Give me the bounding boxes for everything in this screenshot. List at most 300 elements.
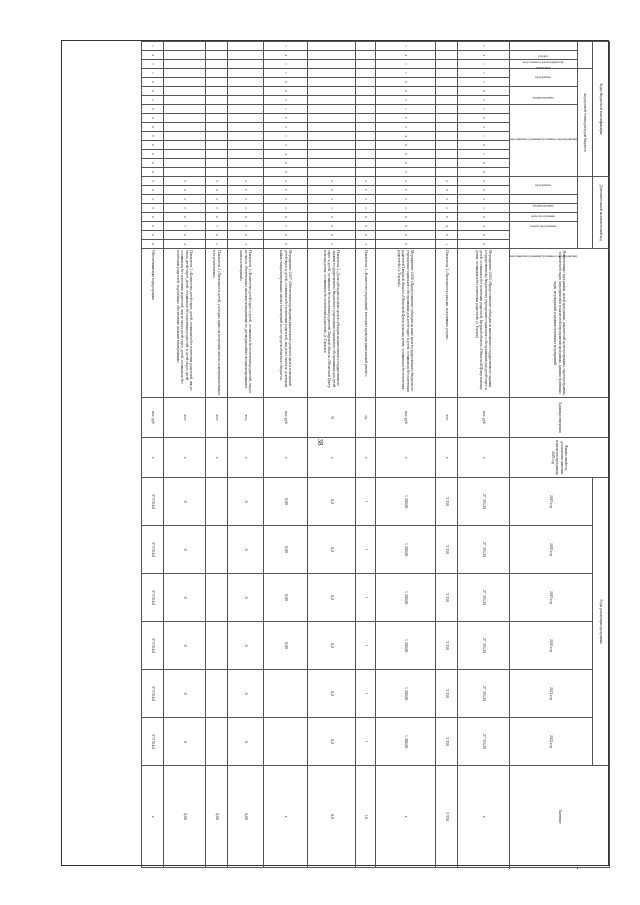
vertical-subheader-label: программа — [535, 182, 551, 187]
year-value: 0 — [164, 526, 206, 574]
code-digit — [164, 105, 206, 114]
name-header: Наименование программы, целей программы, показателей цели программы, задач программы, показателей задач, мероприятий и показателей мероприятий программы, административных задач, мероприятий и административных мероприятий — [510, 249, 610, 398]
code-digit: 0 — [264, 114, 308, 123]
add-code-digit: 2 — [206, 240, 228, 249]
add-code-digit: 2 — [376, 204, 436, 213]
vertical-subheader-label: задача программы — [529, 224, 557, 229]
table-row — [356, 42, 376, 868]
add-code-digit: 0 — [142, 222, 164, 231]
code-digit: 4 — [458, 51, 510, 60]
add-code-digit: 5 — [356, 195, 376, 204]
code-digit: 1 — [458, 78, 510, 87]
year-value: 0,00 — [264, 622, 308, 670]
year-value: 5 550 — [436, 478, 458, 526]
add-code-digit: 0 — [164, 231, 206, 240]
year-value: 1 — [356, 478, 376, 526]
add-code-digit: 0 — [142, 240, 164, 249]
code-digit — [308, 69, 356, 78]
code-digit: 1 — [142, 42, 164, 51]
add-code-digit: 0 — [356, 213, 376, 222]
code-digit — [308, 132, 356, 141]
year-value: 0 — [228, 670, 264, 718]
add-code-digit: 2 — [436, 204, 458, 213]
row-unit: чел. — [164, 398, 206, 438]
code-digit — [436, 60, 458, 69]
table-row — [164, 42, 206, 868]
add-code-digit: 0 — [436, 231, 458, 240]
code-digit — [356, 69, 376, 78]
budget-sub-spacer — [578, 42, 593, 69]
year-value: 373 914,8 — [142, 526, 164, 574]
row-final-year: х — [308, 438, 356, 478]
add-code-digit: 5 — [142, 195, 164, 204]
vertical-subheader — [510, 195, 578, 208]
code-digit — [206, 96, 228, 105]
add-code-digit: 5 — [164, 195, 206, 204]
add-code-digit: 0 — [376, 186, 436, 195]
add-code-digit: 0 — [164, 186, 206, 195]
year-value — [206, 478, 228, 526]
add-code-digit: 0 — [458, 240, 510, 249]
add-code-digit: 3 — [308, 177, 356, 186]
year-value: 1 300,00 — [376, 478, 436, 526]
add-code-digit: 3 — [164, 177, 206, 186]
code-digit — [436, 105, 458, 114]
add-code-digit: 5 — [458, 195, 510, 204]
unit-header: Единица измерения — [510, 398, 610, 438]
row-value: 0,0 — [308, 766, 356, 868]
code-digit: 2 — [142, 96, 164, 105]
code-digit — [308, 150, 356, 159]
row-value: х — [142, 766, 164, 868]
add-code-digit: 0 — [264, 240, 308, 249]
code-digit: 1 — [458, 42, 510, 51]
add-code-digit: 0 — [264, 231, 308, 240]
code-digit: 1 — [458, 132, 510, 141]
code-digit — [228, 69, 264, 78]
year-value: 27 316,29 — [458, 670, 510, 718]
year-value: 373 914,8 — [142, 478, 164, 526]
year-value: 0,00 — [264, 574, 308, 622]
add-code-digit: 0 — [142, 231, 164, 240]
add-code-digit: 4 — [458, 222, 510, 231]
add-code-digit: 2 — [264, 204, 308, 213]
code-digit — [308, 123, 356, 132]
code-digit — [356, 141, 376, 150]
year-value: 27 316,29 — [458, 622, 510, 670]
row-value: 1,0 — [356, 766, 376, 868]
add-code-digit: 2 — [206, 204, 228, 213]
code-digit — [164, 78, 206, 87]
code-digit: 1 — [376, 42, 436, 51]
code-digit — [308, 42, 356, 51]
code-digit — [356, 96, 376, 105]
code-digit — [308, 60, 356, 69]
year-header: 2021 год — [510, 670, 593, 718]
code-digit: 2 — [264, 96, 308, 105]
add-code-digit: 7 — [264, 222, 308, 231]
code-digit: 9 — [142, 105, 164, 114]
code-digit — [206, 168, 228, 177]
add-code-digit: 3 — [228, 177, 264, 186]
year-value: 1 — [356, 670, 376, 718]
year-value — [206, 574, 228, 622]
add-code-digit: 9 — [142, 204, 164, 213]
code-digit — [436, 51, 458, 60]
code-digit: 2 — [264, 141, 308, 150]
code-digit: 1 — [458, 150, 510, 159]
add-code-digit: 0 — [264, 213, 308, 222]
add-code-digit: 0 — [436, 213, 458, 222]
row-name: Показатель 2 «Численность детей, у которых право на получение жилого помещения возникло и не реализовано» — [206, 249, 228, 398]
row-name: Показатель 3 «Количество детей-сирот, детей, оставшихся без попечения родителей, лиц из числа детей-сирот, детей, оставшихся без попечения родителей, и детей-сирот, детей, оставшихся без попечения родителей, лиц из числа детей-сирот, детей, оставшихся без попечения родителей, подлежащих обеспечению жилыми помещениями» — [164, 249, 206, 398]
row-unit: тыс. руб. — [376, 398, 436, 438]
row-name: Мероприятие 2.006 «Предоставление субсидии на иные цели государственного бюджетного учреждения социального обслуживания для детей-сирот и детей, оставшихся без попечения родителей Тверской области «Областной Центр помощи детям, оставшимся без попечения родителей» (г. Торжок)» — [376, 249, 436, 398]
year-value: 0,0 — [308, 670, 356, 718]
code-digit: 1 — [376, 105, 436, 114]
vertical-subheader-label: программа — [535, 74, 551, 79]
add-code-digit: 3 — [356, 177, 376, 186]
code-digit — [228, 141, 264, 150]
table-row — [228, 42, 264, 868]
code-digit: 0 — [376, 114, 436, 123]
code-digit — [436, 150, 458, 159]
code-digit — [228, 105, 264, 114]
code-digit: 0 — [142, 141, 164, 150]
code-digit — [228, 159, 264, 168]
code-digit: 0 — [376, 150, 436, 159]
year-value — [206, 670, 228, 718]
row-name: Обеспечивающая подпрограмма — [142, 249, 164, 398]
code-digit — [228, 150, 264, 159]
code-digit: 0 — [458, 159, 510, 168]
add-code-digit: 1 — [436, 240, 458, 249]
code-digit: 0 — [142, 87, 164, 96]
table-row — [458, 42, 510, 868]
add-code-digit: 3 — [376, 177, 436, 186]
year-value: 0,00 — [264, 478, 308, 526]
code-digit — [228, 51, 264, 60]
add-code-digit: 7 — [228, 222, 264, 231]
code-digit — [164, 60, 206, 69]
add-code-digit: 0 — [376, 240, 436, 249]
year-value: 373 914,8 — [142, 622, 164, 670]
add-code-digit: 5 — [376, 195, 436, 204]
add-code-digit: 2 — [308, 204, 356, 213]
add-code-digit: 2 — [356, 204, 376, 213]
vertical-subheader-label: цель программы — [531, 213, 555, 218]
year-value: 373 914,8 — [142, 670, 164, 718]
code-digit — [206, 69, 228, 78]
row-name: Показатель 1 «Количество учреждений, в которых проведен капитальный ремонт» — [356, 249, 376, 398]
year-header: 2022 год — [510, 718, 593, 766]
add-code-digit: 5 — [228, 195, 264, 204]
row-name: Показатель 1 «Численность граждан, получивших услуги» — [436, 249, 458, 398]
code-digit: 0 — [142, 168, 164, 177]
year-value: 5 550 — [436, 526, 458, 574]
code-digit — [356, 168, 376, 177]
year-value: 5 550 — [436, 622, 458, 670]
row-unit: чел. — [436, 398, 458, 438]
code-digit — [356, 123, 376, 132]
add-code-digit: 3 — [142, 177, 164, 186]
year-value: 0 — [164, 574, 206, 622]
row-unit: тыс. руб. — [458, 398, 510, 438]
year-header: 2019 год — [510, 478, 593, 526]
code-digit — [164, 51, 206, 60]
code-digit: 4 — [376, 51, 436, 60]
code-digit — [308, 78, 356, 87]
add-code-digit: 0 — [142, 213, 164, 222]
year-value: 0 — [228, 526, 264, 574]
year-value — [264, 670, 308, 718]
code-digit: 4 — [264, 150, 308, 159]
code-digit: 0 — [458, 114, 510, 123]
code-digit: 0 — [376, 87, 436, 96]
code-digit — [228, 42, 264, 51]
code-digit: 4 — [264, 51, 308, 60]
code-digit: 5 — [264, 123, 308, 132]
code-digit: 0 — [264, 159, 308, 168]
table-row — [264, 42, 308, 868]
code-digit — [206, 60, 228, 69]
add-code-digit: 0 — [458, 213, 510, 222]
add-code-digit: 5 — [308, 195, 356, 204]
add-code-digit: 0 — [376, 231, 436, 240]
code-digit — [164, 150, 206, 159]
code-digit: 1 — [458, 69, 510, 78]
code-digit: 0 — [376, 78, 436, 87]
add-code-digit: 2 — [164, 204, 206, 213]
code-digit — [228, 123, 264, 132]
table-row — [206, 42, 228, 868]
page-number: 38 — [316, 438, 324, 446]
code-digit — [356, 60, 376, 69]
add-code-digit: 0 — [228, 231, 264, 240]
code-digit — [164, 42, 206, 51]
vertical-subheader — [510, 87, 578, 105]
add-code-digit: 3 — [436, 177, 458, 186]
code-digit — [308, 114, 356, 123]
add-code-digit: 0 — [458, 231, 510, 240]
code-digit — [164, 159, 206, 168]
code-digit: 0 — [142, 78, 164, 87]
add-code-digit: 7 — [164, 222, 206, 231]
row-final-year: х — [356, 438, 376, 478]
year-value: 1 — [356, 574, 376, 622]
vertical-subheader — [510, 51, 578, 60]
code-digit — [206, 141, 228, 150]
year-value: 0,0 — [308, 718, 356, 766]
year-value — [206, 622, 228, 670]
row-name: Показатель 2 «Доля субсидии на иные цели в субсидии на выполнение государственного задания государственного бюджетного учреждения социального обслуживания для детей-сирот и детей, оставшихся без попечения родителей Тверской области «Областной Центр помощи детям, оставшимся без попечения родителей» (г. Торжок)» — [308, 249, 356, 398]
code-digit — [206, 123, 228, 132]
add-code-digit: 2 — [458, 204, 510, 213]
add-code-digit: 2 — [228, 204, 264, 213]
year-value: 0,0 — [308, 622, 356, 670]
year-value: 0,00 — [264, 526, 308, 574]
year-value: 1 — [356, 526, 376, 574]
row-value: х — [264, 766, 308, 868]
additional-code-header: Дополнительный аналитический код — [593, 177, 610, 249]
code-digit — [436, 159, 458, 168]
year-value: 5 550 — [436, 670, 458, 718]
row-unit: тыс. руб. — [142, 398, 164, 438]
add-code-digit: 0 — [458, 186, 510, 195]
year-value: 1 — [356, 718, 376, 766]
code-digit — [356, 105, 376, 114]
year-value: 27 316,29 — [458, 478, 510, 526]
code-digit — [356, 150, 376, 159]
year-header: 2018 год — [510, 526, 593, 574]
code-digit — [308, 87, 356, 96]
add-code-digit: 6 — [356, 222, 376, 231]
row-final-year: х — [376, 438, 436, 478]
code-digit — [436, 87, 458, 96]
code-digit: 4 — [376, 132, 436, 141]
code-digit — [228, 60, 264, 69]
row-unit: тыс. руб. — [264, 398, 308, 438]
code-digit — [164, 87, 206, 96]
add-code-digit: 2 — [308, 240, 356, 249]
code-digit: 1 — [264, 60, 308, 69]
add-code-digit: 6 — [376, 222, 436, 231]
code-digit — [228, 168, 264, 177]
code-digit: 1 — [142, 60, 164, 69]
year-value: 0,0 — [308, 478, 356, 526]
add-code-digit: 0 — [206, 186, 228, 195]
code-digit — [308, 168, 356, 177]
year-value: 0 — [164, 718, 206, 766]
add-code-digit: 0 — [356, 231, 376, 240]
row-value: х — [376, 766, 436, 868]
code-digit — [206, 150, 228, 159]
table-row — [308, 42, 356, 868]
code-digit: 2 — [458, 96, 510, 105]
code-digit: 8 — [458, 168, 510, 177]
year-value: 0 — [164, 670, 206, 718]
code-digit — [436, 141, 458, 150]
code-digit — [206, 42, 228, 51]
add-code-digit: 1 — [228, 240, 264, 249]
code-digit — [164, 69, 206, 78]
code-digit — [308, 96, 356, 105]
code-digit — [228, 78, 264, 87]
vertical-subheader-label: подраздел — [535, 65, 551, 70]
add-code-digit: 3 — [164, 240, 206, 249]
add-code-digit: 3 — [458, 177, 510, 186]
year-value: 1 300,00 — [376, 670, 436, 718]
add-code-digit: 7 — [206, 222, 228, 231]
row-unit: чел. — [228, 398, 264, 438]
year-value: 5 550 — [436, 574, 458, 622]
year-value — [264, 718, 308, 766]
code-digit — [436, 69, 458, 78]
code-digit — [356, 87, 376, 96]
code-digit: 4 — [142, 51, 164, 60]
code-digit: 5 — [376, 123, 436, 132]
year-value: 27 316,29 — [458, 574, 510, 622]
code-digit: 1 — [264, 105, 308, 114]
row-final-year: х — [436, 438, 458, 478]
code-digit — [228, 96, 264, 105]
code-digit — [356, 114, 376, 123]
code-digit: 0 — [142, 123, 164, 132]
add-code-digit: 0 — [264, 186, 308, 195]
code-digit — [436, 78, 458, 87]
add-code-digit: 0 — [308, 231, 356, 240]
row-final-year: х — [458, 438, 510, 478]
year-value: 1 300,00 — [376, 574, 436, 622]
vertical-subheader-label: код главного распорядителя — [522, 60, 564, 65]
year-value: 5 550 — [436, 718, 458, 766]
add-code-digit: 5 — [206, 195, 228, 204]
add-code-digit: 0 — [206, 213, 228, 222]
row-final-year: х — [264, 438, 308, 478]
target-article-header: код целевой статьи расходов бюджета — [578, 69, 593, 177]
row-value: 0,00 — [164, 766, 206, 868]
code-digit: 1 — [458, 60, 510, 69]
row-final-year: х — [228, 438, 264, 478]
row-name: Мероприятие 2.004 «Предоставление субсидии на выполнение государственного задания государственному бюджетному учреждению социального обслуживания для детей-сирот и детей, оставшихся без попечения родителей, Тверской области «Областной Центр помощи детям, оставшимся без попечения родителей» (г. Торжок) — [458, 249, 510, 398]
add-code-digit: 0 — [308, 186, 356, 195]
code-digit — [164, 123, 206, 132]
year-value: 1 — [356, 622, 376, 670]
vertical-subheader-label: мероприятие (административное мероприятие) — [508, 254, 578, 259]
code-digit — [228, 132, 264, 141]
code-digit — [436, 132, 458, 141]
code-digit — [436, 96, 458, 105]
add-code-digit: 0 — [142, 186, 164, 195]
code-digit: 6 — [458, 141, 510, 150]
year-value: 0 — [228, 574, 264, 622]
code-digit — [206, 105, 228, 114]
code-digit: 0 — [264, 87, 308, 96]
code-digit — [206, 159, 228, 168]
year-value: 0 — [228, 718, 264, 766]
code-digit — [356, 78, 376, 87]
code-digit: 0 — [264, 168, 308, 177]
code-digit: 1 — [264, 132, 308, 141]
add-code-digit: 0 — [228, 213, 264, 222]
row-value: 0,00 — [228, 766, 264, 868]
code-digit — [356, 42, 376, 51]
years-group-header: Годы реализации программы — [593, 478, 610, 766]
add-code-digit: 5 — [264, 195, 308, 204]
code-digit — [206, 132, 228, 141]
code-digit — [436, 123, 458, 132]
row-name: Показатель 1 «Количество детей-сирот и детей, оставшихся без попечения родителей, лиц из их числа, обеспеченных жилыми помещениями по договорам найма специализированных жилых помещений» — [228, 249, 264, 398]
code-digit: 0 — [376, 141, 436, 150]
vertical-subheader — [510, 69, 578, 87]
row-unit: ед. — [356, 398, 376, 438]
year-value: 0 — [164, 622, 206, 670]
row-final-year: х — [142, 438, 164, 478]
add-code-digit: 0 — [376, 213, 436, 222]
year-header: 2019 год — [510, 574, 593, 622]
year-value: 27 316,29 — [458, 526, 510, 574]
target-sub-spacer — [578, 177, 593, 249]
year-value: 373 914,8 — [142, 718, 164, 766]
code-digit: 5 — [458, 123, 510, 132]
add-code-digit: 4 — [436, 222, 458, 231]
add-code-digit: 5 — [436, 195, 458, 204]
code-digit — [228, 114, 264, 123]
code-digit — [206, 87, 228, 96]
code-digit: 6 — [376, 168, 436, 177]
code-digit: 0 — [264, 78, 308, 87]
vertical-subheader-label: подпрограмма — [532, 203, 554, 208]
